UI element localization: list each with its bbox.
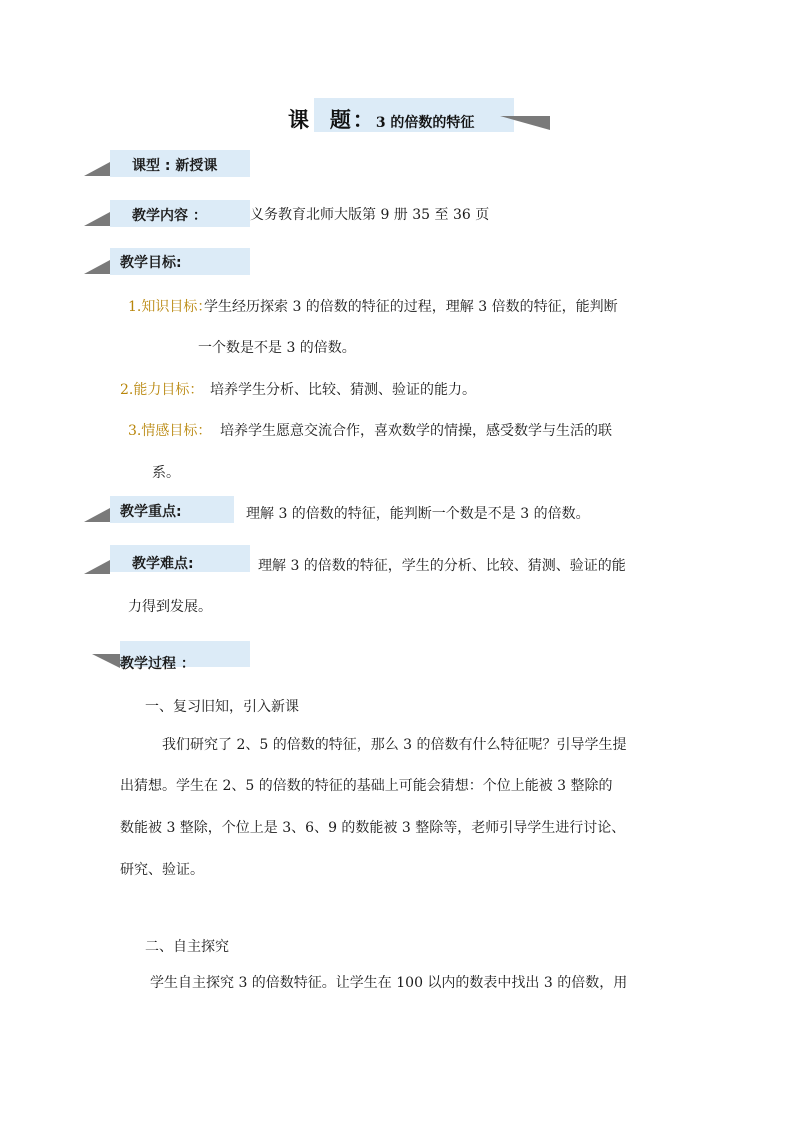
key-point-text: 理解 3 的倍数的特征，能判断一个数是不是 3 的倍数。 [246, 506, 590, 522]
emotion-goal-line2: 系。 [152, 465, 180, 481]
difficulty-label: 教学难点: [132, 556, 194, 572]
process-shadow [92, 654, 120, 668]
section1-title: 一、复习旧知，引入新课 [145, 699, 299, 715]
difficulty-line1: 理解 3 的倍数的特征，学生的分析、比较、猜测、验证的能 [258, 558, 626, 574]
section1-line: 出猜想。学生在 2、5 的倍数的特征的基础上可能会猜想：个位上能被 3 整除的 [120, 778, 613, 794]
lesson-type-label: 课型 : 新授课 [132, 158, 218, 174]
knowledge-goal-label: 1.知识目标： [128, 299, 212, 315]
key-point-label: 教学重点: [120, 504, 182, 520]
section2-line: 学生自主探究 3 的倍数特征。让学生在 100 以内的数表中找出 3 的倍数，用 [150, 975, 628, 991]
content-value: 义务教育北师大版第 9 册 35 至 36 页 [250, 207, 490, 223]
section1-line: 数能被 3 整除，个位上是 3、6、9 的数能被 3 整除等，老师引导学生进行讨论、 [120, 820, 626, 836]
section2-title: 二、自主探究 [145, 939, 229, 955]
title-banner-shadow [500, 116, 550, 130]
key-point-shadow [84, 508, 110, 522]
knowledge-goal-line1: 学生经历探索 3 的倍数的特征的过程，理解 3 倍数的特征，能判断 [204, 299, 618, 315]
lesson-type-shadow [84, 162, 110, 176]
goals-label: 教学目标: [120, 255, 182, 271]
goals-shadow [84, 260, 110, 274]
content-label: 教学内容 ： [132, 208, 207, 224]
ability-goal-text: 培养学生分析、比较、猜测、验证的能力。 [210, 382, 476, 398]
ability-goal-label: 2.能力目标： [120, 382, 204, 398]
section1-line: 我们研究了 2、5 的倍数的特征，那么 3 的倍数有什么特征呢？引导学生提 [162, 737, 627, 753]
emotion-goal-line1: 培养学生愿意交流合作，喜欢数学的情操，感受数学与生活的联 [220, 423, 612, 439]
section1-line: 研究、验证。 [120, 862, 204, 878]
content-shadow [84, 212, 110, 226]
page-title: 课 题：3 的倍数的特征 [288, 107, 475, 132]
difficulty-line2: 力得到发展。 [128, 599, 212, 615]
difficulty-shadow [84, 560, 110, 574]
knowledge-goal-line2: 一个数是不是 3 的倍数。 [198, 340, 356, 356]
process-label: 教学过程 ： [120, 656, 195, 672]
emotion-goal-label: 3.情感目标： [128, 423, 212, 439]
